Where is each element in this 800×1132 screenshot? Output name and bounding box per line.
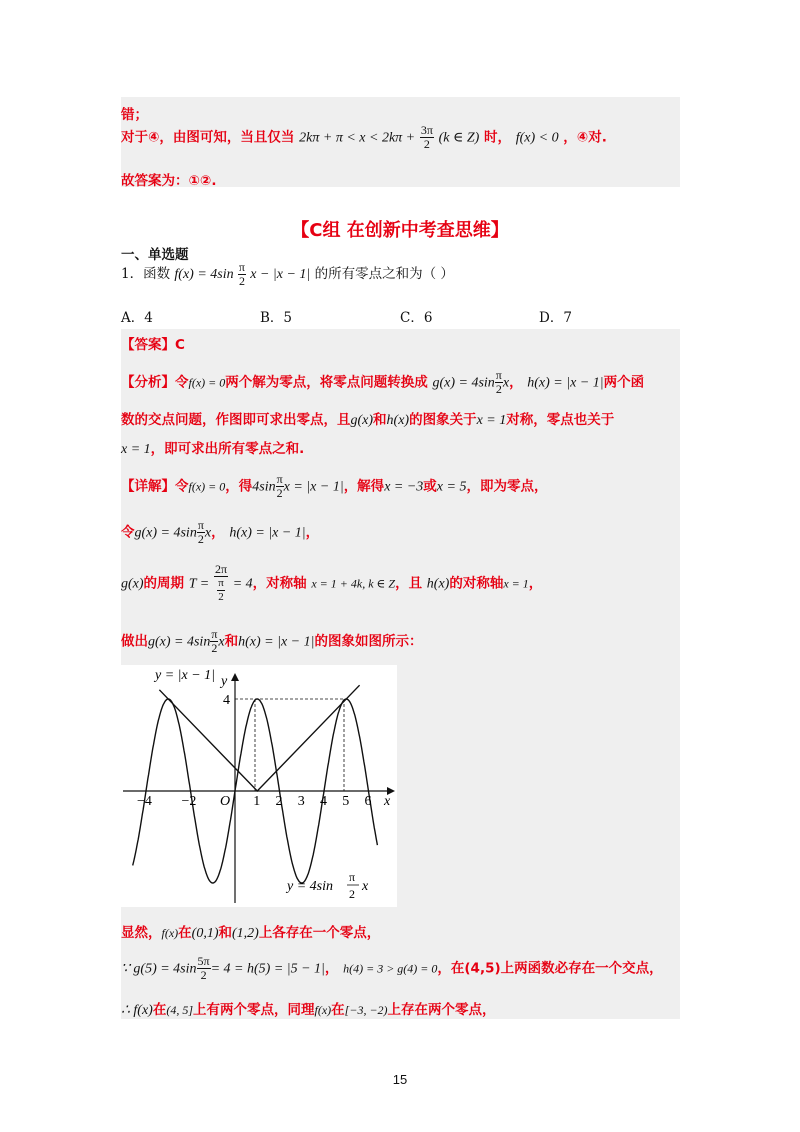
detail-line-4: 做出g(x) = 4sin $\frac{\pi}{2}$ x和h(x) = |x − 1|的图象如图所示： [121, 627, 423, 655]
page-number: 15 [392, 1072, 408, 1087]
answer-line: 【答案】C [121, 337, 185, 353]
abs-label: y = |x − 1| [155, 668, 216, 683]
function-graph [121, 665, 397, 907]
top-line-1: 错； [121, 107, 148, 123]
option-b: B．5 [260, 310, 293, 326]
sine-label-x: x [362, 879, 369, 894]
x-tick-label: 4 [320, 794, 327, 809]
x-tick-label: 3 [297, 794, 305, 809]
detail-line-3: g(x)的周期 T = $\frac{2\pi}{\frac{\pi}{2}}$ = 4，对称轴 x = 1 + 4k, k ∈ Z，且 h(x)的对称轴x = 1， [121, 562, 543, 603]
subsection-heading: 一、单选题 [121, 247, 189, 263]
option-d: D．7 [539, 310, 572, 326]
x-tick-label: 5 [342, 794, 350, 809]
after-line-2: ∵ g(5) = 4sin $\frac{5\pi}{2}$ = 4 = h(5) = |5 − 1|， h(4) = 3 > g(4) = 0，在(4,5)上两函数必存在一个交点， [121, 954, 663, 982]
option-a: A．4 [121, 310, 153, 326]
after-line-3: ∴ f(x)在(4, 5]上有两个零点，同理f(x)在[−3, −2)上存在两个零点， [121, 1002, 496, 1018]
x-label: x [384, 794, 391, 809]
detail-line-2: 令g(x) = 4sin $\frac{\pi}{2}$ x， h(x) = |x − 1|， [121, 518, 320, 546]
after-line-1: 显然，f(x)在(0,1)和(1,2)上各存在一个零点， [121, 925, 381, 941]
x-tick-label: −4 [137, 794, 152, 809]
option-c: C．6 [400, 310, 433, 326]
x-tick-label: 6 [364, 794, 372, 809]
detail-line-1: 【详解】令f(x) = 0，得4sin $\frac{\pi}{2}$ x = |x − 1|，解得x = −3或x = 5，即为零点， [121, 472, 548, 500]
top-line-2: 对于④，由图可知，当且仅当 2kπ + π < x < 2kπ + $\frac{3\pi}{2}$ (k ∈ Z) 时， f(x) < 0 ，④对. [121, 123, 607, 151]
section-title: 【C组 在创新中考查思维】 [291, 220, 509, 241]
question-stem: 1．函数 f(x) = 4sin $\frac{\pi}{2}$ x − |x − 1| 的所有零点之和为（ ） [121, 260, 454, 288]
sine-label-den: 2 [349, 887, 355, 901]
analysis-line-2: 数的交点问题，作图即可求出零点，且g(x)和h(x)的图象关于x = 1对称，零点也关于 [121, 412, 615, 428]
x-tick-label: −2 [181, 794, 197, 809]
tick-label-4-y: 4 [223, 693, 230, 708]
top-line-3: 故答案为：①②. [121, 173, 217, 189]
x-tick-label: 2 [275, 794, 283, 809]
sine-label-num: π [349, 870, 356, 884]
origin-label: O [220, 794, 231, 809]
y-label: y [221, 674, 228, 689]
x-tick-label: 1 [253, 794, 261, 809]
analysis-line-3: x = 1，即可求出所有零点之和. [121, 441, 305, 457]
analysis-line-1: 【分析】令f(x) = 0两个解为零点，将零点问题转换成 g(x) = 4sin $\frac{\pi}{2}$ x， h(x) = |x − 1|两个函 [121, 368, 645, 396]
sine-label: y = 4sin [287, 879, 333, 894]
